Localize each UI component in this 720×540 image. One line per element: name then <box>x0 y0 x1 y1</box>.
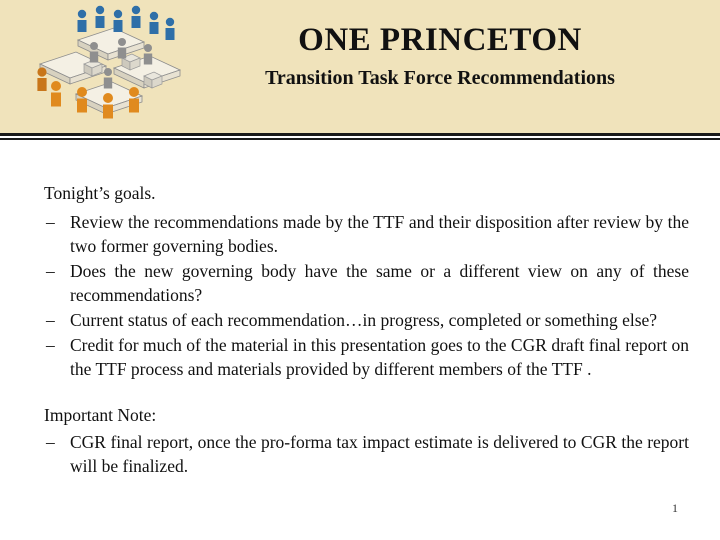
list-item-text: Does the new governing body have the same or a different view on any of these recommendations? <box>70 260 689 306</box>
bullet-marker-icon: – <box>46 260 55 281</box>
title-block <box>170 22 710 90</box>
bullet-marker-icon: – <box>46 335 55 356</box>
header-divider <box>0 138 720 140</box>
list-item <box>44 259 689 307</box>
page-number: 1 <box>672 501 678 515</box>
bullet-marker-icon: – <box>46 432 55 453</box>
important-note-heading: Important Note: <box>44 404 157 425</box>
list-item-text: Credit for much of the material in this presentation goes to the CGR draft final report on the TTF process and materials provided by different members of the TTF . <box>70 335 689 380</box>
list-item-text: Review the recommendations made by the TTF and their disposition after review by the two former governing bodies. <box>70 211 689 256</box>
list-item-text: Current status of each recommendation…in progress, completed or something else? <box>70 310 658 331</box>
page-title: ONE PRINCETON <box>298 22 582 58</box>
goals-lead-text: Tonight’s goals. <box>44 183 156 203</box>
important-note-list <box>44 430 689 478</box>
list-item <box>44 210 689 258</box>
list-item <box>44 333 689 381</box>
slide-body <box>44 182 689 480</box>
bullet-marker-icon: – <box>46 211 55 232</box>
list-item <box>44 430 689 478</box>
bullet-marker-icon: – <box>46 310 55 331</box>
slide-header-banner <box>0 0 720 136</box>
list-item <box>44 308 689 332</box>
page-subtitle: Transition Task Force Recommendations <box>265 66 615 89</box>
goals-bullet-list <box>44 210 689 382</box>
list-item-text: CGR final report, once the pro-forma tax impact estimate is delivered to CGR the report will be finalized. <box>70 432 689 477</box>
